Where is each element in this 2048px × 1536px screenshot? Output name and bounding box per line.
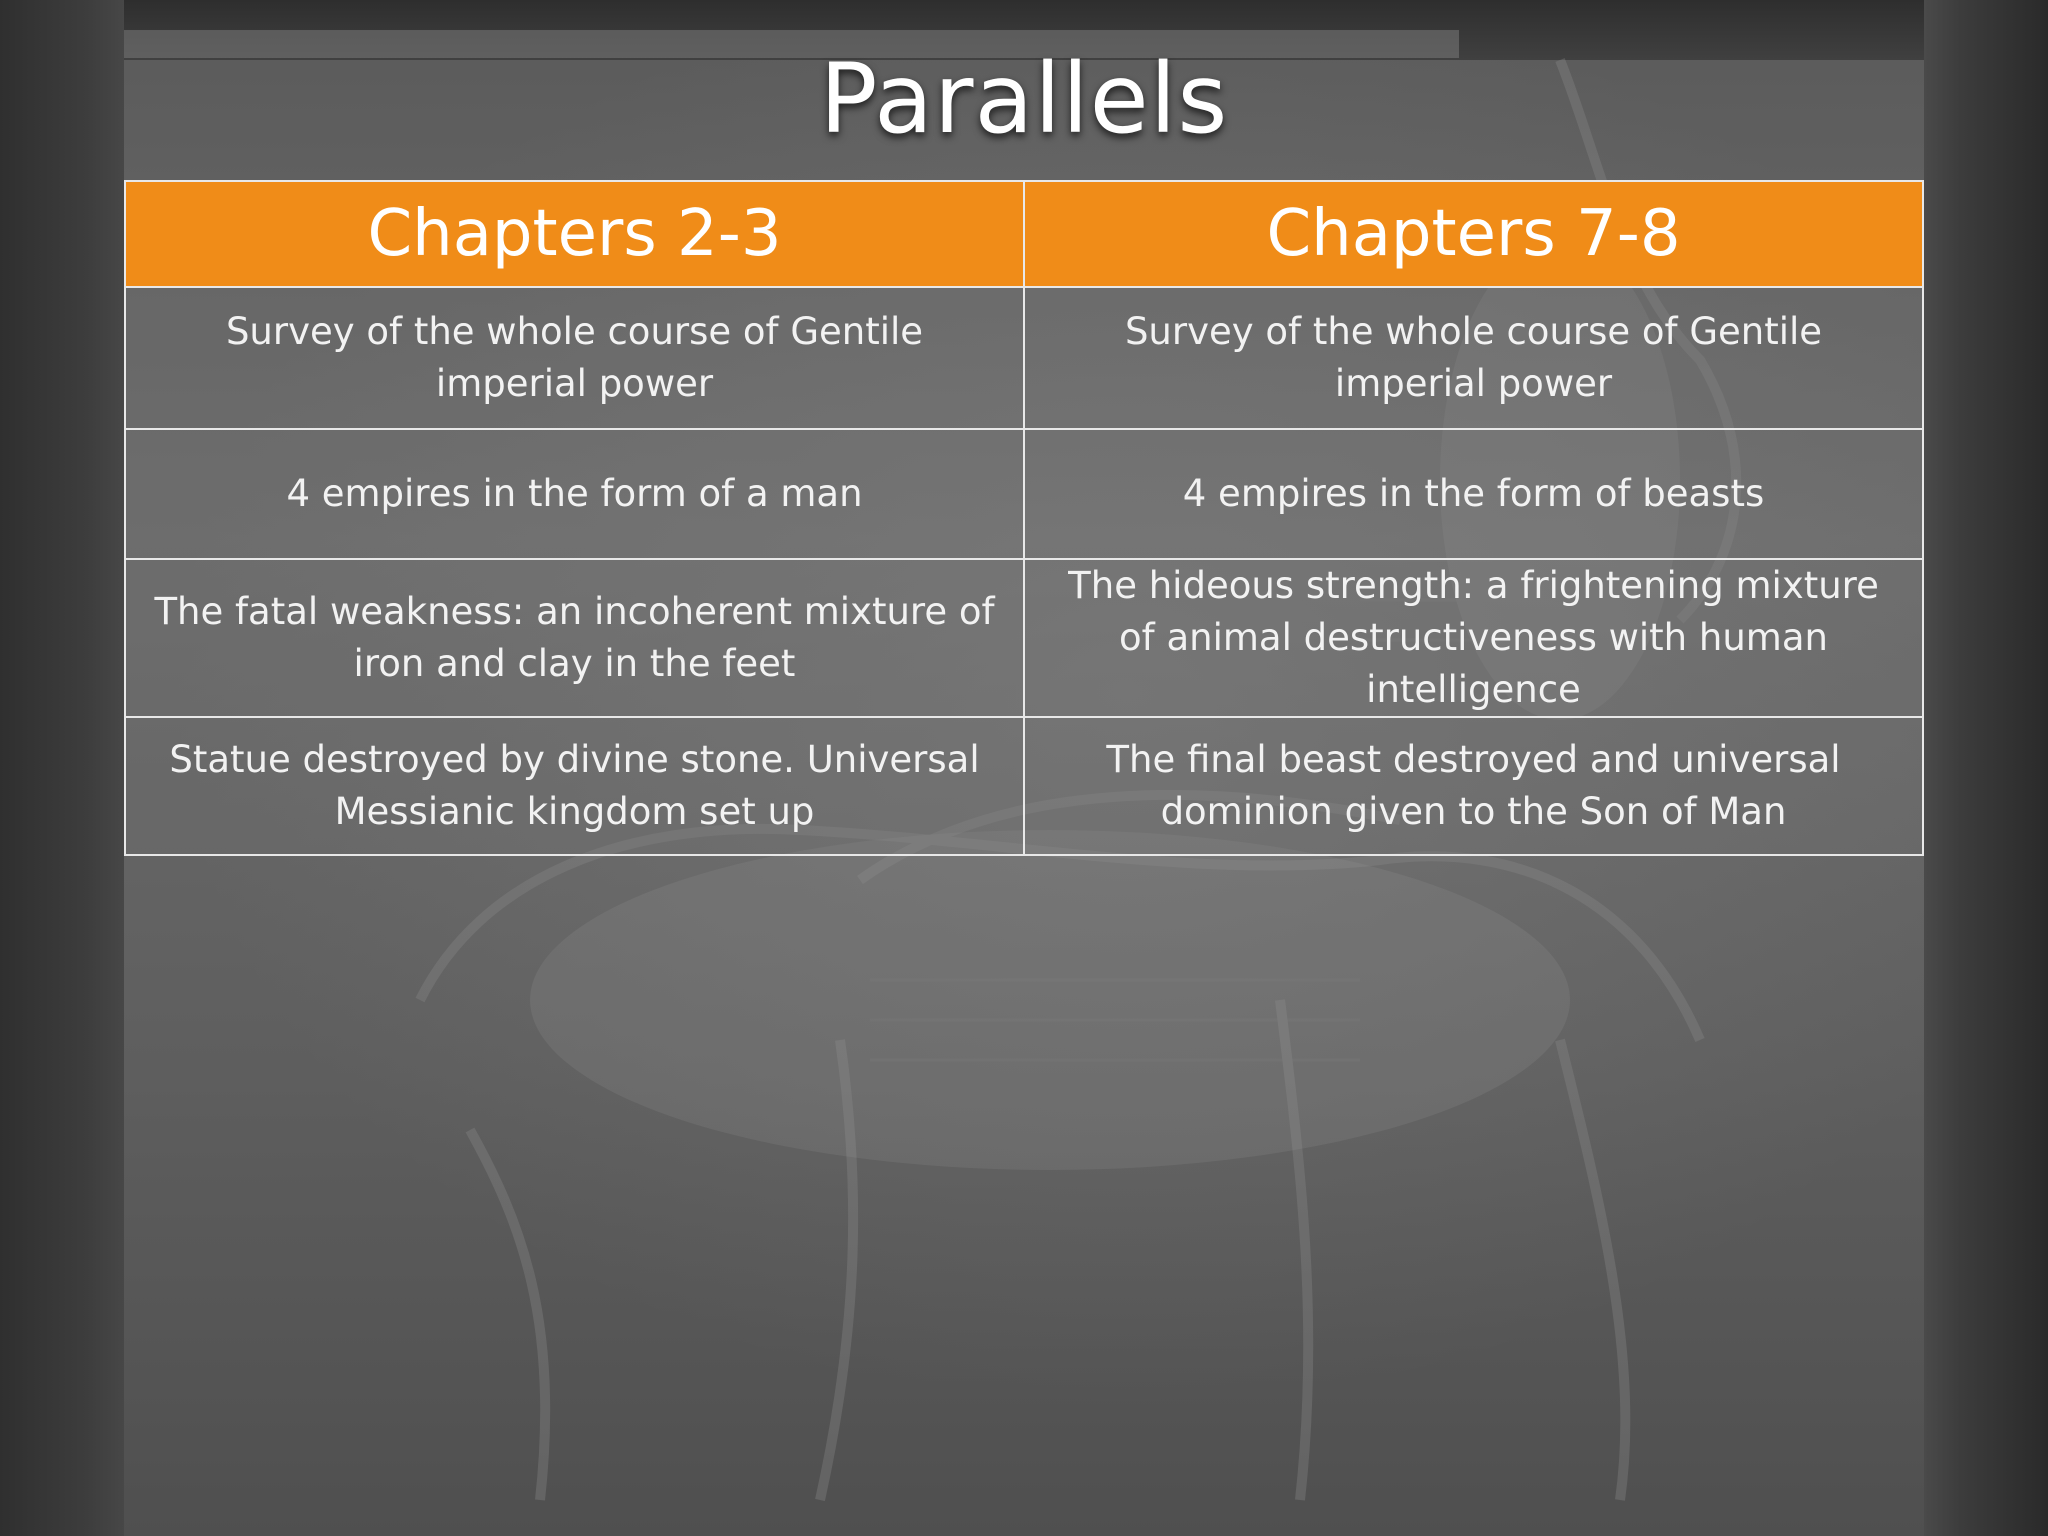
- table-row: [125, 717, 1923, 855]
- table-row: [125, 287, 1923, 429]
- table-cell: The hideous strength: a frightening mixture of animal destructiveness with human intelligence: [1024, 559, 1923, 717]
- table-header-row: [125, 181, 1923, 287]
- table-cell: Statue destroyed by divine stone. Universal Messianic kingdom set up: [125, 717, 1024, 855]
- table-cell: 4 empires in the form of a man: [125, 429, 1024, 559]
- table-cell: Survey of the whole course of Gentile imperial power: [125, 287, 1024, 429]
- table-cell: 4 empires in the form of beasts: [1024, 429, 1923, 559]
- table-cell: Survey of the whole course of Gentile imperial power: [1024, 287, 1923, 429]
- parallels-table: [124, 180, 1924, 856]
- table-row: [125, 559, 1923, 717]
- header-chapters-2-3: Chapters 2-3: [125, 181, 1024, 287]
- header-chapters-7-8: Chapters 7-8: [1024, 181, 1923, 287]
- table-cell: The final beast destroyed and universal dominion given to the Son of Man: [1024, 717, 1923, 855]
- table-row: [125, 429, 1923, 559]
- table-cell: The fatal weakness: an incoherent mixture of iron and clay in the feet: [125, 559, 1024, 717]
- slide-title: Parallels: [819, 43, 1229, 155]
